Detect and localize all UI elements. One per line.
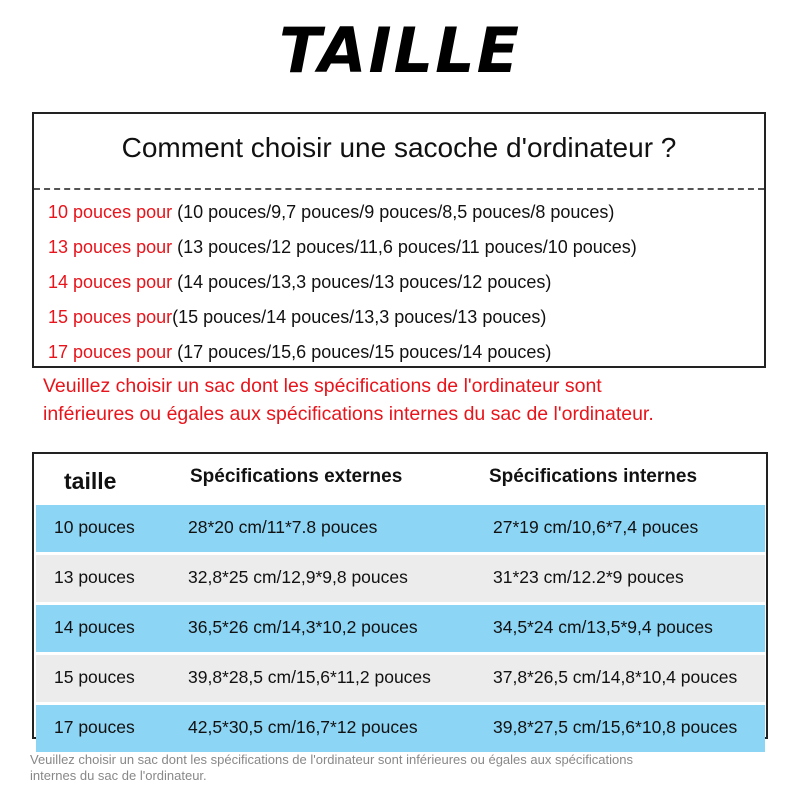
cell-internal: 39,8*27,5 cm/15,6*10,8 pouces [493, 717, 738, 737]
cell-external: 28*20 cm/11*7.8 pouces [188, 517, 378, 537]
page-title: TAILLE [279, 14, 521, 87]
warning-line: inférieures ou égales aux spécifications internes du sac de l'ordinateur. [43, 403, 654, 425]
table-row [36, 605, 765, 652]
table-row [36, 555, 765, 602]
warning-note [43, 372, 773, 428]
header-external: Spécifications externes [190, 466, 403, 487]
table-row [36, 655, 765, 702]
size-guide-row-13 [48, 235, 637, 270]
size-guide-detail: (17 pouces/15,6 pouces/15 pouces/14 pouces) [172, 342, 552, 362]
table-row [36, 705, 765, 752]
spec-table-header [34, 454, 766, 505]
size-guide-detail: (15 pouces/14 pouces/13,3 pouces/13 pouces) [172, 307, 547, 327]
cell-internal: 34,5*24 cm/13,5*9,4 pouces [493, 617, 713, 637]
footer-line: internes du sac de l'ordinateur. [30, 768, 207, 783]
size-guide-box [32, 112, 766, 368]
spec-table [32, 452, 768, 739]
size-guide-detail: (13 pouces/12 pouces/11,6 pouces/11 pouces/10 pouces) [172, 237, 637, 257]
cell-external: 36,5*26 cm/14,3*10,2 pouces [188, 617, 418, 637]
cell-external: 32,8*25 cm/12,9*9,8 pouces [188, 567, 408, 587]
cell-size: 17 pouces [54, 717, 135, 737]
size-guide-prefix: 15 pouces pour [48, 307, 173, 327]
size-guide-detail: (10 pouces/9,7 pouces/9 pouces/8,5 pouces/8 pouces) [172, 202, 615, 222]
footer-line: Veuillez choisir un sac dont les spécifications de l'ordinateur sont inférieures ou égales aux spécifications [30, 752, 633, 767]
warning-line: Veuillez choisir un sac dont les spécifications de l'ordinateur sont [43, 375, 602, 397]
cell-internal: 31*23 cm/12.2*9 pouces [493, 567, 684, 587]
size-guide-row-17 [48, 340, 637, 375]
size-guide-row-15 [48, 305, 637, 340]
dashed-divider [34, 188, 764, 190]
size-guide-prefix: 14 pouces pour [48, 272, 173, 292]
size-guide-prefix: 10 pouces pour [48, 202, 173, 222]
size-guide-row-14 [48, 270, 637, 305]
size-guide-list [48, 200, 637, 375]
cell-size: 10 pouces [54, 517, 135, 537]
cell-internal: 27*19 cm/10,6*7,4 pouces [493, 517, 699, 537]
cell-internal: 37,8*26,5 cm/14,8*10,4 pouces [493, 667, 738, 687]
size-guide-prefix: 13 pouces pour [48, 237, 173, 257]
cell-external: 42,5*30,5 cm/16,7*12 pouces [188, 717, 418, 737]
size-guide-prefix: 17 pouces pour [48, 342, 173, 362]
table-row [36, 505, 765, 552]
size-guide-row-10 [48, 200, 637, 235]
cell-external: 39,8*28,5 cm/15,6*11,2 pouces [188, 667, 431, 687]
footer-note [30, 752, 770, 784]
header-size: taille [64, 468, 117, 494]
size-guide-detail: (14 pouces/13,3 pouces/13 pouces/12 pouces) [172, 272, 552, 292]
size-guide-heading: Comment choisir une sacoche d'ordinateur ? [121, 132, 677, 163]
cell-size: 15 pouces [54, 667, 135, 687]
cell-size: 14 pouces [54, 617, 135, 637]
cell-size: 13 pouces [54, 567, 135, 587]
header-internal: Spécifications internes [489, 466, 698, 487]
spec-table-body [36, 505, 765, 755]
